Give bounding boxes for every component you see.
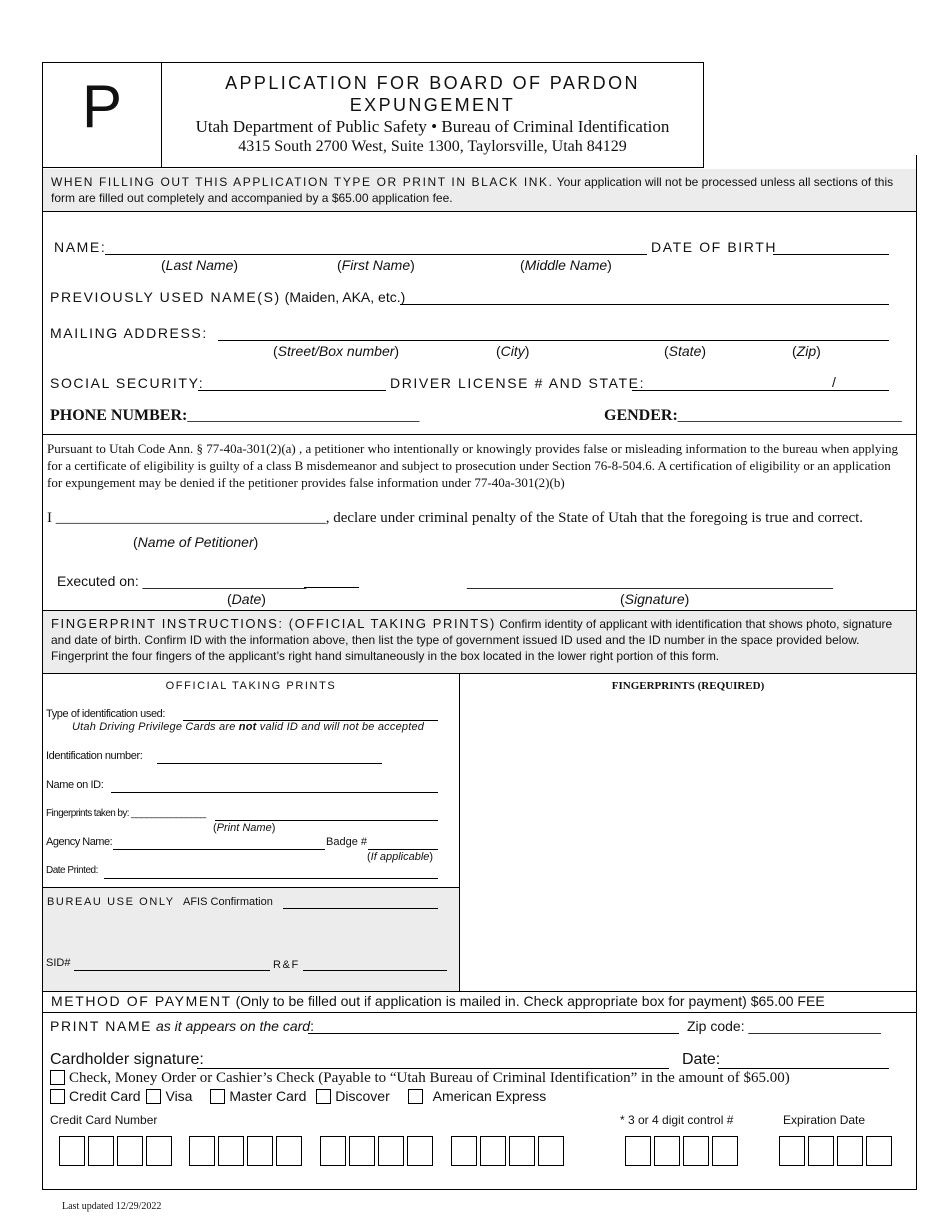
- cc-digit-cell[interactable]: [378, 1136, 404, 1166]
- check-option[interactable]: Check, Money Order or Cashier’s Check (Payable to “Utah Bureau of Criminal Identification” in the amount of $65.00): [50, 1070, 790, 1087]
- agency-field[interactable]: [113, 849, 325, 850]
- cc-digit-cell[interactable]: [538, 1136, 564, 1166]
- date-printed-field[interactable]: [104, 878, 438, 879]
- payment-date-label: Date:: [682, 1051, 721, 1068]
- bureau-label: BUREAU USE ONLY: [47, 896, 175, 908]
- form-subtitle: EXPUNGEMENT: [349, 95, 516, 115]
- ssn-label: SOCIAL SECURITY:: [50, 375, 205, 391]
- form-frame: [42, 168, 917, 1190]
- gender-field: ____________________________: [677, 407, 902, 424]
- rf-label: R&F: [273, 959, 300, 971]
- fp-text: Confirm identity of applicant with identification that shows photo, signature and date of birth. Confirm ID with the information above, then list the type of government issued ID used and the ID number in the space provided below. Fingerprint the four fingers of the applicant’s right hand simultaneously in the box located in the lower right portion of this form.: [51, 617, 893, 663]
- agency-name: Utah Department of Public Safety • Bureau of Criminal Identification: [195, 117, 670, 136]
- visa-checkbox[interactable]: [146, 1089, 161, 1104]
- control-digit-cell[interactable]: [683, 1136, 709, 1166]
- declaration-line: I ____________________________________, declare under criminal penalty of the State of Utah that the foregoing is true and correct.: [47, 510, 864, 526]
- badge-field[interactable]: [368, 849, 438, 850]
- visa-label: Visa: [165, 1088, 193, 1104]
- cc-digit-cell[interactable]: [247, 1136, 273, 1166]
- form-title: APPLICATION FOR BOARD OF PARDON: [225, 73, 640, 93]
- ink-notice: [43, 169, 916, 212]
- middle-name-caption: (Middle Name): [520, 257, 612, 273]
- cc-digit-cell[interactable]: [189, 1136, 215, 1166]
- name-label: NAME:: [54, 239, 107, 255]
- cc-digit-cell[interactable]: [480, 1136, 506, 1166]
- gender-label: GENDER:____________________________: [604, 407, 902, 424]
- signature-caption: (Signature): [620, 591, 690, 607]
- cc-digit-cell[interactable]: [509, 1136, 535, 1166]
- cc-digit-cell[interactable]: [146, 1136, 172, 1166]
- amex-checkbox[interactable]: [408, 1089, 423, 1104]
- date-caption: (Date): [227, 591, 266, 607]
- fingerprint-instructions: [43, 610, 916, 674]
- dl-field[interactable]: [632, 390, 889, 391]
- phone-field: _____________________________: [187, 407, 420, 424]
- taken-by-label: Fingerprints taken by: _______________: [46, 808, 206, 819]
- id-number-field[interactable]: [157, 763, 382, 764]
- credit-card-label: Credit Card: [69, 1088, 141, 1104]
- mailing-label: MAILING ADDRESS:: [50, 325, 208, 341]
- cc-digit-cell[interactable]: [320, 1136, 346, 1166]
- afis-field[interactable]: [283, 908, 438, 909]
- name-on-id-field[interactable]: [111, 792, 438, 793]
- id-note: Utah Driving Privilege Cards are not valid ID and will not be accepted: [72, 721, 425, 733]
- if-applicable-caption: (If applicable): [367, 851, 434, 863]
- zip-caption: (Zip): [792, 343, 821, 359]
- last-updated: Last updated 12/29/2022: [62, 1201, 162, 1212]
- first-name-caption: (First Name): [337, 257, 415, 273]
- cc-digit-cell[interactable]: [218, 1136, 244, 1166]
- date-printed-label: Date Printed:: [46, 865, 98, 876]
- form-title-box: [161, 62, 704, 168]
- id-type-label: Type of identification used:: [46, 708, 166, 720]
- agency-address: 4315 South 2700 West, Suite 1300, Taylorsville, Utah 84129: [238, 138, 627, 155]
- payment-zip[interactable]: Zip code: _________________: [687, 1018, 881, 1034]
- expiration-digit-cell[interactable]: [866, 1136, 892, 1166]
- amex-label: American Express: [432, 1088, 547, 1104]
- cc-digit-cell[interactable]: [276, 1136, 302, 1166]
- rf-field[interactable]: [303, 970, 447, 971]
- cc-digit-cell[interactable]: [407, 1136, 433, 1166]
- cc-number-label: Credit Card Number: [50, 1113, 158, 1127]
- print-name-field[interactable]: [308, 1033, 679, 1034]
- credit-card-checkbox[interactable]: [50, 1089, 65, 1104]
- state-caption: (State): [664, 343, 707, 359]
- executed-label: Executed on: _____________________: [57, 573, 307, 589]
- control-digit-cell[interactable]: [625, 1136, 651, 1166]
- petitioner-caption: (Name of Petitioner): [133, 534, 259, 550]
- taken-by-field[interactable]: [215, 820, 438, 821]
- dob-field[interactable]: [773, 254, 889, 255]
- print-name-caption: (Print Name): [213, 822, 276, 834]
- form-letter: P: [81, 73, 123, 140]
- dob-label: DATE OF BIRTH: [651, 239, 778, 255]
- cardholder-field[interactable]: [197, 1068, 669, 1069]
- official-heading: OFFICIAL TAKING PRINTS: [165, 680, 337, 692]
- print-name-label: PRINT NAME as it appears on the card:: [50, 1018, 314, 1034]
- notice-text: Your application will not be processed unless all sections of this form are filled out completely and accompanied by a $65.00 application fee.: [51, 175, 894, 205]
- fp-lead: FINGERPRINT INSTRUCTIONS: (OFFICIAL TAKING PRINTS): [51, 616, 496, 631]
- afis-label: AFIS Confirmation: [183, 896, 273, 908]
- phone-label: PHONE NUMBER:_____________________________: [50, 407, 420, 424]
- form-letter-box: [42, 62, 162, 168]
- notice-lead: WHEN FILLING OUT THIS APPLICATION TYPE OR PRINT IN BLACK INK.: [51, 175, 554, 189]
- sid-label: SID#: [46, 957, 71, 969]
- id-number-label: Identification number:: [46, 750, 143, 762]
- dl-label: DRIVER LICENSE # AND STATE:: [390, 375, 646, 391]
- expiration-digit-cell[interactable]: [779, 1136, 805, 1166]
- sid-field[interactable]: [74, 970, 270, 971]
- payment-heading: METHOD OF PAYMENT (Only to be filled out if application is mailed in. Check appropriate box for payment) $65.00 FEE: [43, 991, 916, 1013]
- cardholder-label: Cardholder signature:: [50, 1051, 204, 1068]
- statute-text: Pursuant to Utah Code Ann. § 77-40a-301(2)(a) , a petitioner who intentionally or knowingly provides false or misleading information to the bureau when applying for a certificate of eligibility is guilty of a class B misdemeanor and subject to prosecution under Section 76-8-504.6. A certification of eligibility or an application for expungement may be denied if the petitioner provides false information under 77-40a-301(2)(b): [47, 441, 898, 490]
- last-name-caption: (Last Name): [161, 257, 239, 273]
- discover-checkbox[interactable]: [316, 1089, 331, 1104]
- control-label: * 3 or 4 digit control #: [620, 1113, 734, 1127]
- card-options: [50, 1088, 546, 1104]
- expiration-label: Expiration Date: [783, 1113, 866, 1127]
- name-field[interactable]: [105, 254, 647, 255]
- check-checkbox[interactable]: [50, 1070, 65, 1085]
- master-card-label: Master Card: [229, 1088, 307, 1104]
- mailing-field[interactable]: [218, 340, 889, 341]
- ssn-field[interactable]: [198, 390, 386, 391]
- cc-digit-cell[interactable]: [59, 1136, 85, 1166]
- prev-names-label: PREVIOUSLY USED NAME(S) (Maiden, AKA, etc.): [50, 289, 406, 305]
- street-caption: (Street/Box number): [273, 343, 400, 359]
- control-digit-cell[interactable]: [654, 1136, 680, 1166]
- cc-digit-cell[interactable]: [349, 1136, 375, 1166]
- dl-slash: /: [832, 374, 836, 390]
- cc-digit-cell[interactable]: [451, 1136, 477, 1166]
- discover-label: Discover: [335, 1088, 390, 1104]
- cc-digit-cell[interactable]: [117, 1136, 143, 1166]
- city-caption: (City): [496, 343, 530, 359]
- control-digit-cell[interactable]: [712, 1136, 738, 1166]
- badge-label: Badge #: [326, 836, 367, 848]
- name-on-id-label: Name on ID:: [46, 779, 104, 791]
- executed-field[interactable]: [304, 587, 359, 588]
- prev-names-field[interactable]: [400, 304, 889, 305]
- fingerprint-area[interactable]: [465, 700, 910, 985]
- expiration-digit-cell[interactable]: [837, 1136, 863, 1166]
- master-card-checkbox[interactable]: [210, 1089, 225, 1104]
- fingerprints-required: FINGERPRINTS (REQUIRED): [611, 680, 765, 692]
- expiration-digit-cell[interactable]: [808, 1136, 834, 1166]
- cc-digit-cell[interactable]: [88, 1136, 114, 1166]
- signature-line[interactable]: _______________________________________________: [467, 573, 833, 589]
- payment-date-field[interactable]: [718, 1068, 889, 1069]
- agency-label: Agency Name:: [46, 836, 113, 848]
